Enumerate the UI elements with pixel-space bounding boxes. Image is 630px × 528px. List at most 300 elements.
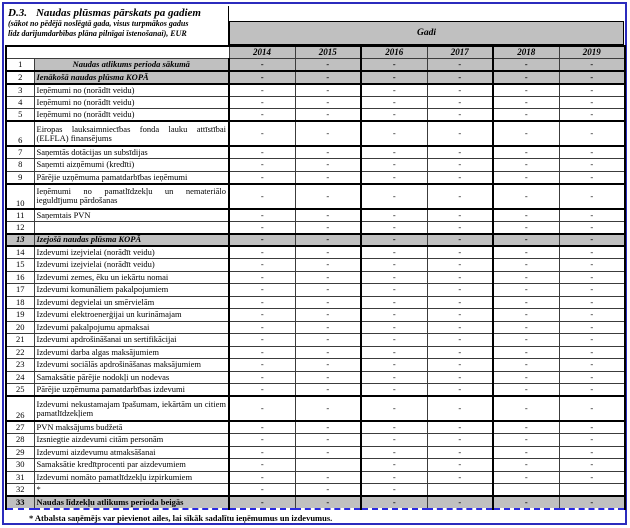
row-label: Naudas līdzekļu atlikums perioda beigās — [34, 496, 229, 509]
year-header-2018: 2018 — [493, 46, 559, 59]
value-cell-row10-2017[interactable]: - — [427, 184, 493, 209]
value-cell-row15-2018[interactable]: - — [493, 259, 559, 272]
value-cell-row6-2017[interactable]: - — [427, 121, 493, 146]
table-row-28 — [6, 434, 625, 447]
row-label: Ieņēmumi no (norādīt veidu) — [34, 84, 229, 97]
value-cell-row4-2014[interactable]: - — [229, 96, 295, 109]
years-header-block — [228, 6, 624, 45]
value-cell-row22-2017[interactable]: - — [427, 346, 493, 359]
table-row-22 — [6, 346, 625, 359]
sheet-frame — [2, 2, 627, 525]
value-cell-row12-2019[interactable]: - — [559, 221, 625, 234]
value-cell-row23-2019[interactable]: - — [559, 359, 625, 372]
value-cell-row7-2018[interactable]: - — [493, 146, 559, 159]
value-cell-row7-2016[interactable]: - — [361, 146, 427, 159]
value-cell-row31-2016[interactable]: - — [361, 471, 427, 484]
value-cell-row22-2019[interactable]: - — [559, 346, 625, 359]
value-cell-row29-2019[interactable]: - — [559, 446, 625, 459]
value-cell-row2-2017[interactable]: - — [427, 71, 493, 84]
value-cell-row21-2014[interactable]: - — [229, 334, 295, 347]
value-cell-row8-2017[interactable]: - — [427, 159, 493, 172]
row-number: 32 — [6, 484, 34, 497]
value-cell-row26-2018[interactable]: - — [493, 396, 559, 421]
value-cell-row20-2019[interactable]: - — [559, 321, 625, 334]
value-cell-row16-2017[interactable]: - — [427, 271, 493, 284]
row-label: Samaksātie pārējie nodokļi un nodevas — [34, 371, 229, 384]
value-cell-row4-2016[interactable]: - — [361, 96, 427, 109]
value-cell-row18-2018[interactable]: - — [493, 296, 559, 309]
value-cell-row23-2018[interactable]: - — [493, 359, 559, 372]
value-cell-row31-2015[interactable]: - — [295, 471, 361, 484]
value-cell-row25-2017[interactable]: - — [427, 384, 493, 397]
value-cell-row33-2014[interactable]: - — [229, 496, 295, 509]
value-cell-row14-2016[interactable]: - — [361, 246, 427, 259]
value-cell-row6-2018[interactable]: - — [493, 121, 559, 146]
title-block — [5, 6, 228, 45]
value-cell-row14-2015[interactable]: - — [295, 246, 361, 259]
table-row-26 — [6, 396, 625, 421]
value-cell-row19-2018[interactable]: - — [493, 309, 559, 322]
value-cell-row2-2015[interactable]: - — [295, 71, 361, 84]
row-label: PVN maksājums budžetā — [34, 421, 229, 434]
value-cell-row2-2016[interactable]: - — [361, 71, 427, 84]
value-cell-row29-2016[interactable]: - — [361, 446, 427, 459]
table-row-19 — [6, 309, 625, 322]
value-cell-row18-2014[interactable]: - — [229, 296, 295, 309]
table-row-9 — [6, 171, 625, 184]
value-cell-row3-2019[interactable]: - — [559, 84, 625, 97]
value-cell-row32-2019[interactable] — [559, 484, 625, 497]
value-cell-row20-2017[interactable]: - — [427, 321, 493, 334]
value-cell-row13-2018[interactable]: - — [493, 234, 559, 247]
value-cell-row16-2019[interactable]: - — [559, 271, 625, 284]
value-cell-row18-2015[interactable]: - — [295, 296, 361, 309]
row-label: Izdevumi pakalpojumu apmaksai — [34, 321, 229, 334]
value-cell-row17-2016[interactable]: - — [361, 284, 427, 297]
cashflow-table — [5, 45, 626, 510]
value-cell-row21-2015[interactable]: - — [295, 334, 361, 347]
value-cell-row29-2015[interactable]: - — [295, 446, 361, 459]
value-cell-row33-2017[interactable]: - — [427, 496, 493, 509]
value-cell-row15-2014[interactable]: - — [229, 259, 295, 272]
table-row-33 — [6, 496, 625, 509]
row-number: 26 — [6, 396, 34, 421]
value-cell-row18-2019[interactable]: - — [559, 296, 625, 309]
row-number: 4 — [6, 96, 34, 109]
row-label: Naudas atlikums perioda sākumā — [34, 59, 229, 72]
row-number: 12 — [6, 221, 34, 234]
value-cell-row33-2015[interactable]: - — [295, 496, 361, 509]
value-cell-row27-2016[interactable]: - — [361, 421, 427, 434]
value-cell-row20-2015[interactable]: - — [295, 321, 361, 334]
value-cell-row17-2015[interactable]: - — [295, 284, 361, 297]
value-cell-row25-2016[interactable]: - — [361, 384, 427, 397]
value-cell-row11-2017[interactable]: - — [427, 209, 493, 222]
value-cell-row9-2018[interactable]: - — [493, 171, 559, 184]
value-cell-row17-2014[interactable]: - — [229, 284, 295, 297]
value-cell-row8-2019[interactable]: - — [559, 159, 625, 172]
table-row-32 — [6, 484, 625, 497]
table-row-29 — [6, 446, 625, 459]
value-cell-row16-2015[interactable]: - — [295, 271, 361, 284]
row-label: Saņemtās dotācijas un subsīdijas — [34, 146, 229, 159]
value-cell-row1-2017[interactable]: - — [427, 59, 493, 72]
row-number: 15 — [6, 259, 34, 272]
row-number: 23 — [6, 359, 34, 372]
value-cell-row23-2015[interactable]: - — [295, 359, 361, 372]
value-cell-row22-2018[interactable]: - — [493, 346, 559, 359]
value-cell-row4-2017[interactable]: - — [427, 96, 493, 109]
value-cell-row7-2015[interactable]: - — [295, 146, 361, 159]
value-cell-row28-2016[interactable]: - — [361, 434, 427, 447]
value-cell-row3-2014[interactable]: - — [229, 84, 295, 97]
row-number: 11 — [6, 209, 34, 222]
table-row-11 — [6, 209, 625, 222]
value-cell-row11-2018[interactable]: - — [493, 209, 559, 222]
value-cell-row19-2014[interactable]: - — [229, 309, 295, 322]
row-number: 33 — [6, 496, 34, 509]
value-cell-row13-2019[interactable]: - — [559, 234, 625, 247]
table-row-20 — [6, 321, 625, 334]
year-header-2017: 2017 — [427, 46, 493, 59]
value-cell-row30-2014[interactable]: - — [229, 459, 295, 472]
value-cell-row28-2015[interactable]: - — [295, 434, 361, 447]
value-cell-row9-2019[interactable]: - — [559, 171, 625, 184]
value-cell-row31-2017[interactable]: - — [427, 471, 493, 484]
page-title — [8, 7, 228, 19]
value-cell-row5-2016[interactable]: - — [361, 109, 427, 122]
value-cell-row12-2015[interactable]: - — [295, 221, 361, 234]
row-number: 21 — [6, 334, 34, 347]
value-cell-row24-2014[interactable]: - — [229, 371, 295, 384]
value-cell-row11-2016[interactable]: - — [361, 209, 427, 222]
value-cell-row25-2019[interactable]: - — [559, 384, 625, 397]
table-header — [5, 6, 624, 45]
value-cell-row8-2018[interactable]: - — [493, 159, 559, 172]
row-label: Izdevumi nomāto pamatlīdzekļu izpirkumiem — [34, 471, 229, 484]
value-cell-row16-2014[interactable]: - — [229, 271, 295, 284]
table-row-18 — [6, 296, 625, 309]
value-cell-row26-2016[interactable]: - — [361, 396, 427, 421]
value-cell-row30-2017[interactable]: - — [427, 459, 493, 472]
value-cell-row5-2014[interactable]: - — [229, 109, 295, 122]
value-cell-row22-2016[interactable]: - — [361, 346, 427, 359]
value-cell-row5-2017[interactable]: - — [427, 109, 493, 122]
value-cell-row32-2018[interactable] — [493, 484, 559, 497]
value-cell-row12-2018[interactable]: - — [493, 221, 559, 234]
value-cell-row32-2016[interactable]: - — [361, 484, 427, 497]
value-cell-row13-2015[interactable]: - — [295, 234, 361, 247]
table-row-13 — [6, 234, 625, 247]
table-row-7 — [6, 146, 625, 159]
value-cell-row9-2016[interactable]: - — [361, 171, 427, 184]
row-label: Ieņēmumi no pamatlīdzekļu un nemateriālo ieguldījumu pārdošanas — [34, 184, 229, 209]
value-cell-row21-2018[interactable]: - — [493, 334, 559, 347]
value-cell-row33-2016[interactable]: - — [361, 496, 427, 509]
row-label: Ieņēmumi no (norādīt veidu) — [34, 96, 229, 109]
value-cell-row20-2016[interactable]: - — [361, 321, 427, 334]
row-label: Izdevumi aizdevumu atmaksāšanai — [34, 446, 229, 459]
value-cell-row31-2018[interactable]: - — [493, 471, 559, 484]
title-text: Naudas plūsmas pārskats pa gadiem — [35, 7, 201, 19]
value-cell-row7-2017[interactable]: - — [427, 146, 493, 159]
row-number: 22 — [6, 346, 34, 359]
value-cell-row16-2016[interactable]: - — [361, 271, 427, 284]
value-cell-row7-2014[interactable]: - — [229, 146, 295, 159]
row-label: Pārējie uzņēmuma pamatdarbības ieņēmumi — [34, 171, 229, 184]
value-cell-row20-2014[interactable]: - — [229, 321, 295, 334]
value-cell-row25-2014[interactable]: - — [229, 384, 295, 397]
value-cell-row4-2015[interactable]: - — [295, 96, 361, 109]
table-row-6 — [6, 121, 625, 146]
row-label: Izsniegtie aizdevumi citām personām — [34, 434, 229, 447]
row-label: Izejošā naudas plūsma KOPĀ — [34, 234, 229, 247]
row-label: Izdevumi elektroenerģijai un kurināmajam — [34, 309, 229, 322]
row-number: 17 — [6, 284, 34, 297]
section-code: D.3. — [8, 7, 27, 19]
value-cell-row6-2016[interactable]: - — [361, 121, 427, 146]
value-cell-row24-2019[interactable]: - — [559, 371, 625, 384]
row-label: Izdevumi nekustamajam īpašumam, iekārtām un citiem pamatlīdzekļiem — [34, 396, 229, 421]
value-cell-row2-2014[interactable]: - — [229, 71, 295, 84]
value-cell-row30-2019[interactable]: - — [559, 459, 625, 472]
value-cell-row17-2017[interactable]: - — [427, 284, 493, 297]
row-label: Izdevumi darba algas maksājumiem — [34, 346, 229, 359]
value-cell-row3-2018[interactable]: - — [493, 84, 559, 97]
row-label: Izdevumi zemes, ēku un iekārtu nomai — [34, 271, 229, 284]
value-cell-row33-2018[interactable]: - — [493, 496, 559, 509]
row-number: 13 — [6, 234, 34, 247]
value-cell-row24-2017[interactable]: - — [427, 371, 493, 384]
table-row-23 — [6, 359, 625, 372]
value-cell-row17-2019[interactable]: - — [559, 284, 625, 297]
table-row-4 — [6, 96, 625, 109]
table-row-10 — [6, 184, 625, 209]
table-row-8 — [6, 159, 625, 172]
row-number: 25 — [6, 384, 34, 397]
value-cell-row16-2018[interactable]: - — [493, 271, 559, 284]
value-cell-row30-2015[interactable] — [295, 459, 361, 472]
table-row-12 — [6, 221, 625, 234]
value-cell-row10-2018[interactable]: - — [493, 184, 559, 209]
value-cell-row18-2017[interactable]: - — [427, 296, 493, 309]
year-header-2014: 2014 — [229, 46, 295, 59]
value-cell-row23-2017[interactable]: - — [427, 359, 493, 372]
table-row-5 — [6, 109, 625, 122]
value-cell-row13-2016[interactable]: - — [361, 234, 427, 247]
row-label: Ieņēmumi no (norādīt veidu) — [34, 109, 229, 122]
value-cell-row4-2019[interactable]: - — [559, 96, 625, 109]
value-cell-row25-2018[interactable]: - — [493, 384, 559, 397]
row-label: Izdevumi degvielai un smērvielām — [34, 296, 229, 309]
value-cell-row14-2017[interactable]: - — [427, 246, 493, 259]
value-cell-row14-2018[interactable]: - — [493, 246, 559, 259]
value-cell-row7-2019[interactable]: - — [559, 146, 625, 159]
value-cell-row9-2014[interactable]: - — [229, 171, 295, 184]
value-cell-row24-2016[interactable]: - — [361, 371, 427, 384]
value-cell-row27-2014[interactable]: - — [229, 421, 295, 434]
value-cell-row3-2016[interactable]: - — [361, 84, 427, 97]
value-cell-row15-2019[interactable]: - — [559, 259, 625, 272]
table-row-3 — [6, 84, 625, 97]
value-cell-row30-2018[interactable]: - — [493, 459, 559, 472]
value-cell-row32-2015[interactable]: - — [295, 484, 361, 497]
value-cell-row28-2017[interactable]: - — [427, 434, 493, 447]
value-cell-row2-2018[interactable]: - — [493, 71, 559, 84]
value-cell-row1-2018[interactable]: - — [493, 59, 559, 72]
value-cell-row10-2015[interactable]: - — [295, 184, 361, 209]
row-number: 1 — [6, 59, 34, 72]
value-cell-row1-2016[interactable]: - — [361, 59, 427, 72]
value-cell-row27-2017[interactable]: - — [427, 421, 493, 434]
value-cell-row23-2016[interactable]: - — [361, 359, 427, 372]
value-cell-row19-2015[interactable]: - — [295, 309, 361, 322]
row-number: 28 — [6, 434, 34, 447]
value-cell-row28-2018[interactable]: - — [493, 434, 559, 447]
value-cell-row29-2014[interactable]: - — [229, 446, 295, 459]
value-cell-row27-2018[interactable]: - — [493, 421, 559, 434]
value-cell-row10-2019[interactable]: - — [559, 184, 625, 209]
value-cell-row6-2019[interactable]: - — [559, 121, 625, 146]
value-cell-row22-2015[interactable]: - — [295, 346, 361, 359]
value-cell-row10-2014[interactable]: - — [229, 184, 295, 209]
row-number: 6 — [6, 121, 34, 146]
row-number: 30 — [6, 459, 34, 472]
value-cell-row32-2017[interactable] — [427, 484, 493, 497]
value-cell-row33-2019[interactable]: - — [559, 496, 625, 509]
value-cell-row15-2017[interactable]: - — [427, 259, 493, 272]
value-cell-row24-2015[interactable]: - — [295, 371, 361, 384]
value-cell-row4-2018[interactable]: - — [493, 96, 559, 109]
value-cell-row6-2014[interactable]: - — [229, 121, 295, 146]
value-cell-row19-2016[interactable]: - — [361, 309, 427, 322]
year-header-2019: 2019 — [559, 46, 625, 59]
years-row — [6, 46, 625, 59]
value-cell-row11-2019[interactable]: - — [559, 209, 625, 222]
value-cell-row26-2015[interactable]: - — [295, 396, 361, 421]
row-number: 7 — [6, 146, 34, 159]
value-cell-row3-2017[interactable]: - — [427, 84, 493, 97]
value-cell-row11-2014[interactable]: - — [229, 209, 295, 222]
value-cell-row5-2018[interactable]: - — [493, 109, 559, 122]
table-row-2 — [6, 71, 625, 84]
table-row-25 — [6, 384, 625, 397]
value-cell-row6-2015[interactable]: - — [295, 121, 361, 146]
row-label: * — [34, 484, 229, 497]
value-cell-row11-2015[interactable]: - — [295, 209, 361, 222]
value-cell-row15-2016[interactable]: - — [361, 259, 427, 272]
value-cell-row26-2019[interactable]: - — [559, 396, 625, 421]
value-cell-row21-2016[interactable]: - — [361, 334, 427, 347]
years-row-left-cell — [6, 46, 229, 59]
value-cell-row26-2017[interactable]: - — [427, 396, 493, 421]
row-label: Eiropas lauksaimniecības fonda lauku attīstībai (ELFLA) finansējums — [34, 121, 229, 146]
value-cell-row20-2018[interactable]: - — [493, 321, 559, 334]
row-number: 9 — [6, 171, 34, 184]
row-label — [34, 221, 229, 234]
row-number: 31 — [6, 471, 34, 484]
value-cell-row19-2017[interactable]: - — [427, 309, 493, 322]
value-cell-row21-2017[interactable]: - — [427, 334, 493, 347]
value-cell-row8-2016[interactable]: - — [361, 159, 427, 172]
row-label: Pārējie uzņēmuma pamatdarbības izdevumi — [34, 384, 229, 397]
value-cell-row8-2014[interactable]: - — [229, 159, 295, 172]
row-label: Izdevumi sociālās apdrošināšanas maksājumiem — [34, 359, 229, 372]
value-cell-row27-2015[interactable]: - — [295, 421, 361, 434]
value-cell-row12-2016[interactable]: - — [361, 221, 427, 234]
value-cell-row22-2014[interactable]: - — [229, 346, 295, 359]
value-cell-row27-2019[interactable]: - — [559, 421, 625, 434]
value-cell-row1-2019[interactable]: - — [559, 59, 625, 72]
value-cell-row18-2016[interactable]: - — [361, 296, 427, 309]
value-cell-row17-2018[interactable]: - — [493, 284, 559, 297]
table-row-31 — [6, 471, 625, 484]
year-header-2015: 2015 — [295, 46, 361, 59]
row-number: 16 — [6, 271, 34, 284]
value-cell-row13-2014[interactable]: - — [229, 234, 295, 247]
header-spacer — [229, 6, 624, 21]
row-label: Samaksātie kredītprocenti par aizdevumiem — [34, 459, 229, 472]
value-cell-row10-2016[interactable]: - — [361, 184, 427, 209]
row-number: 20 — [6, 321, 34, 334]
value-cell-row26-2014[interactable]: - — [229, 396, 295, 421]
footnote: * Atbalsta saņēmējs var pievienot ailes, lai sīkāk sadalītu ieņēmumus un izdevumus. — [29, 512, 333, 523]
value-cell-row15-2015[interactable]: - — [295, 259, 361, 272]
value-cell-row19-2019[interactable]: - — [559, 309, 625, 322]
row-number: 5 — [6, 109, 34, 122]
value-cell-row9-2015[interactable]: - — [295, 171, 361, 184]
value-cell-row9-2017[interactable]: - — [427, 171, 493, 184]
value-cell-row21-2019[interactable]: - — [559, 334, 625, 347]
value-cell-row14-2019[interactable]: - — [559, 246, 625, 259]
table-row-24 — [6, 371, 625, 384]
value-cell-row29-2017[interactable]: - — [427, 446, 493, 459]
row-label: Saņemtais PVN — [34, 209, 229, 222]
value-cell-row5-2015[interactable]: - — [295, 109, 361, 122]
value-cell-row5-2019[interactable]: - — [559, 109, 625, 122]
value-cell-row8-2015[interactable]: - — [295, 159, 361, 172]
value-cell-row2-2019[interactable]: - — [559, 71, 625, 84]
value-cell-row13-2017[interactable]: - — [427, 234, 493, 247]
value-cell-row31-2014[interactable]: - — [229, 471, 295, 484]
value-cell-row12-2017[interactable]: - — [427, 221, 493, 234]
table-row-14 — [6, 246, 625, 259]
table-row-30 — [6, 459, 625, 472]
value-cell-row1-2014[interactable]: - — [229, 59, 295, 72]
years-group-header: Gadi — [229, 21, 624, 45]
row-number: 10 — [6, 184, 34, 209]
table-row-16 — [6, 271, 625, 284]
row-label: Izdevumi apdrošināšanai un sertifikācijai — [34, 334, 229, 347]
value-cell-row24-2018[interactable]: - — [493, 371, 559, 384]
row-number: 29 — [6, 446, 34, 459]
value-cell-row28-2014[interactable]: - — [229, 434, 295, 447]
value-cell-row28-2019[interactable]: - — [559, 434, 625, 447]
cashflow-table-body — [6, 59, 625, 509]
value-cell-row23-2014[interactable]: - — [229, 359, 295, 372]
value-cell-row25-2015[interactable]: - — [295, 384, 361, 397]
value-cell-row14-2014[interactable]: - — [229, 246, 295, 259]
row-number: 18 — [6, 296, 34, 309]
row-label: Ienākošā naudas plūsma KOPĀ — [34, 71, 229, 84]
value-cell-row32-2014[interactable]: - — [229, 484, 295, 497]
value-cell-row1-2015[interactable]: - — [295, 59, 361, 72]
value-cell-row12-2014[interactable]: - — [229, 221, 295, 234]
value-cell-row3-2015[interactable]: - — [295, 84, 361, 97]
value-cell-row29-2018[interactable]: - — [493, 446, 559, 459]
value-cell-row30-2016[interactable]: - — [361, 459, 427, 472]
value-cell-row31-2019[interactable]: - — [559, 471, 625, 484]
